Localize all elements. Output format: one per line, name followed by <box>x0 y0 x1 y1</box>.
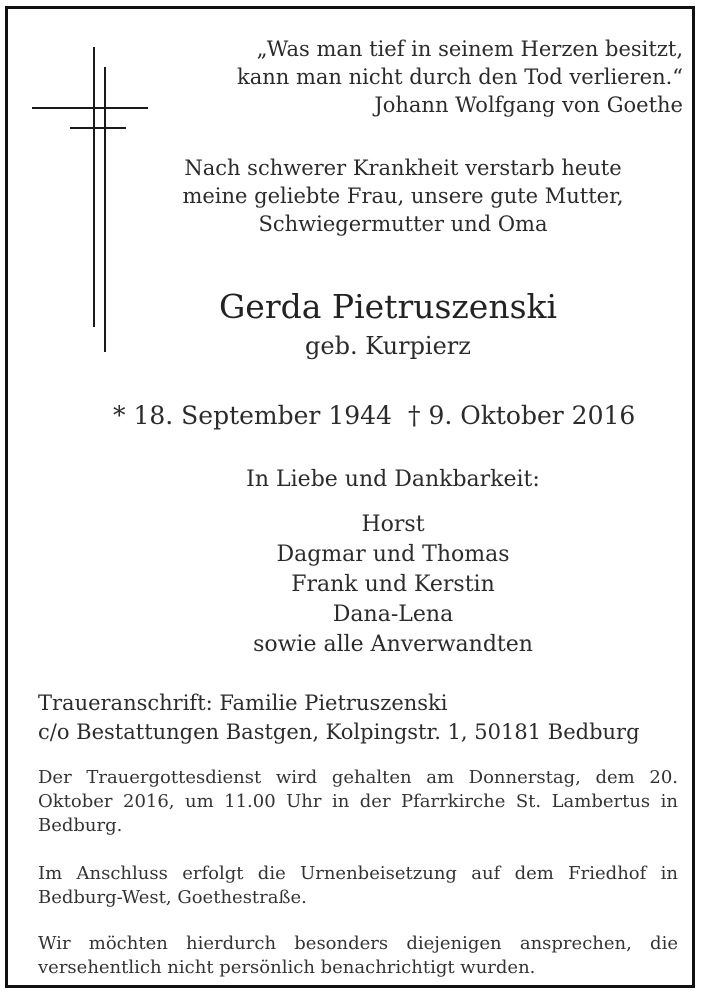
thanks-heading: In Liebe und Dankbarkeit: <box>246 467 540 492</box>
burial-paragraph: Im Anschluss erfolgt die Urnenbeisetzung auf dem Friedhof in Bedburg-West, Goethestraße. <box>38 863 678 908</box>
maiden-name: geb. Kurpierz <box>305 332 471 360</box>
mourner: Dana-Lena <box>332 602 454 627</box>
service-paragraph: Der Trauergottesdienst wird gehalten am Donnerstag, dem 20. Oktober 2016, um 11.00 Uhr in der Pfarrkirche St. Lambertus in Bedburg. <box>38 767 678 836</box>
notice-paragraph: Wir möchten hierdurch besonders diejenigen ansprechen, die versehentlich nicht persönlich benachrichtigt wurden. <box>38 933 678 978</box>
intro-text <box>168 154 638 238</box>
mourner: Horst <box>361 512 425 537</box>
life-dates <box>103 399 663 433</box>
quote-author: Johann Wolfgang von Goethe <box>374 93 683 117</box>
intro-line-1: Nach schwerer Krankheit verstarb heute <box>184 156 622 180</box>
mourner: Dagmar und Thomas <box>276 542 510 567</box>
mourners-list <box>148 510 638 660</box>
address-line-2: c/o Bestattungen Bastgen, Kolpingstr. 1, 50181 Bedburg <box>38 720 640 744</box>
intro-line-2: meine geliebte Frau, unsere gute Mutter, <box>182 184 624 208</box>
deceased-name: Gerda Pietruszenski <box>218 287 558 326</box>
birth-date: * 18. September 1944 <box>113 401 392 430</box>
intro-line-3: Schwiegermutter und Oma <box>258 212 548 236</box>
cross-icon <box>8 9 168 349</box>
quote-line-1: „Was man tief in seinem Herzen besitzt, <box>256 37 683 61</box>
mourner: Frank und Kerstin <box>291 572 495 597</box>
mourning-address <box>38 689 678 747</box>
quote-line-2: kann man nicht durch den Tod verlieren.“ <box>236 65 683 89</box>
address-line-1: Traueranschrift: Familie Pietruszenski <box>38 691 448 715</box>
death-date: † 9. Oktober 2016 <box>408 401 636 430</box>
goethe-quote <box>168 35 683 119</box>
obituary-notice <box>5 6 695 988</box>
mourner: sowie alle Anverwandten <box>253 632 533 657</box>
